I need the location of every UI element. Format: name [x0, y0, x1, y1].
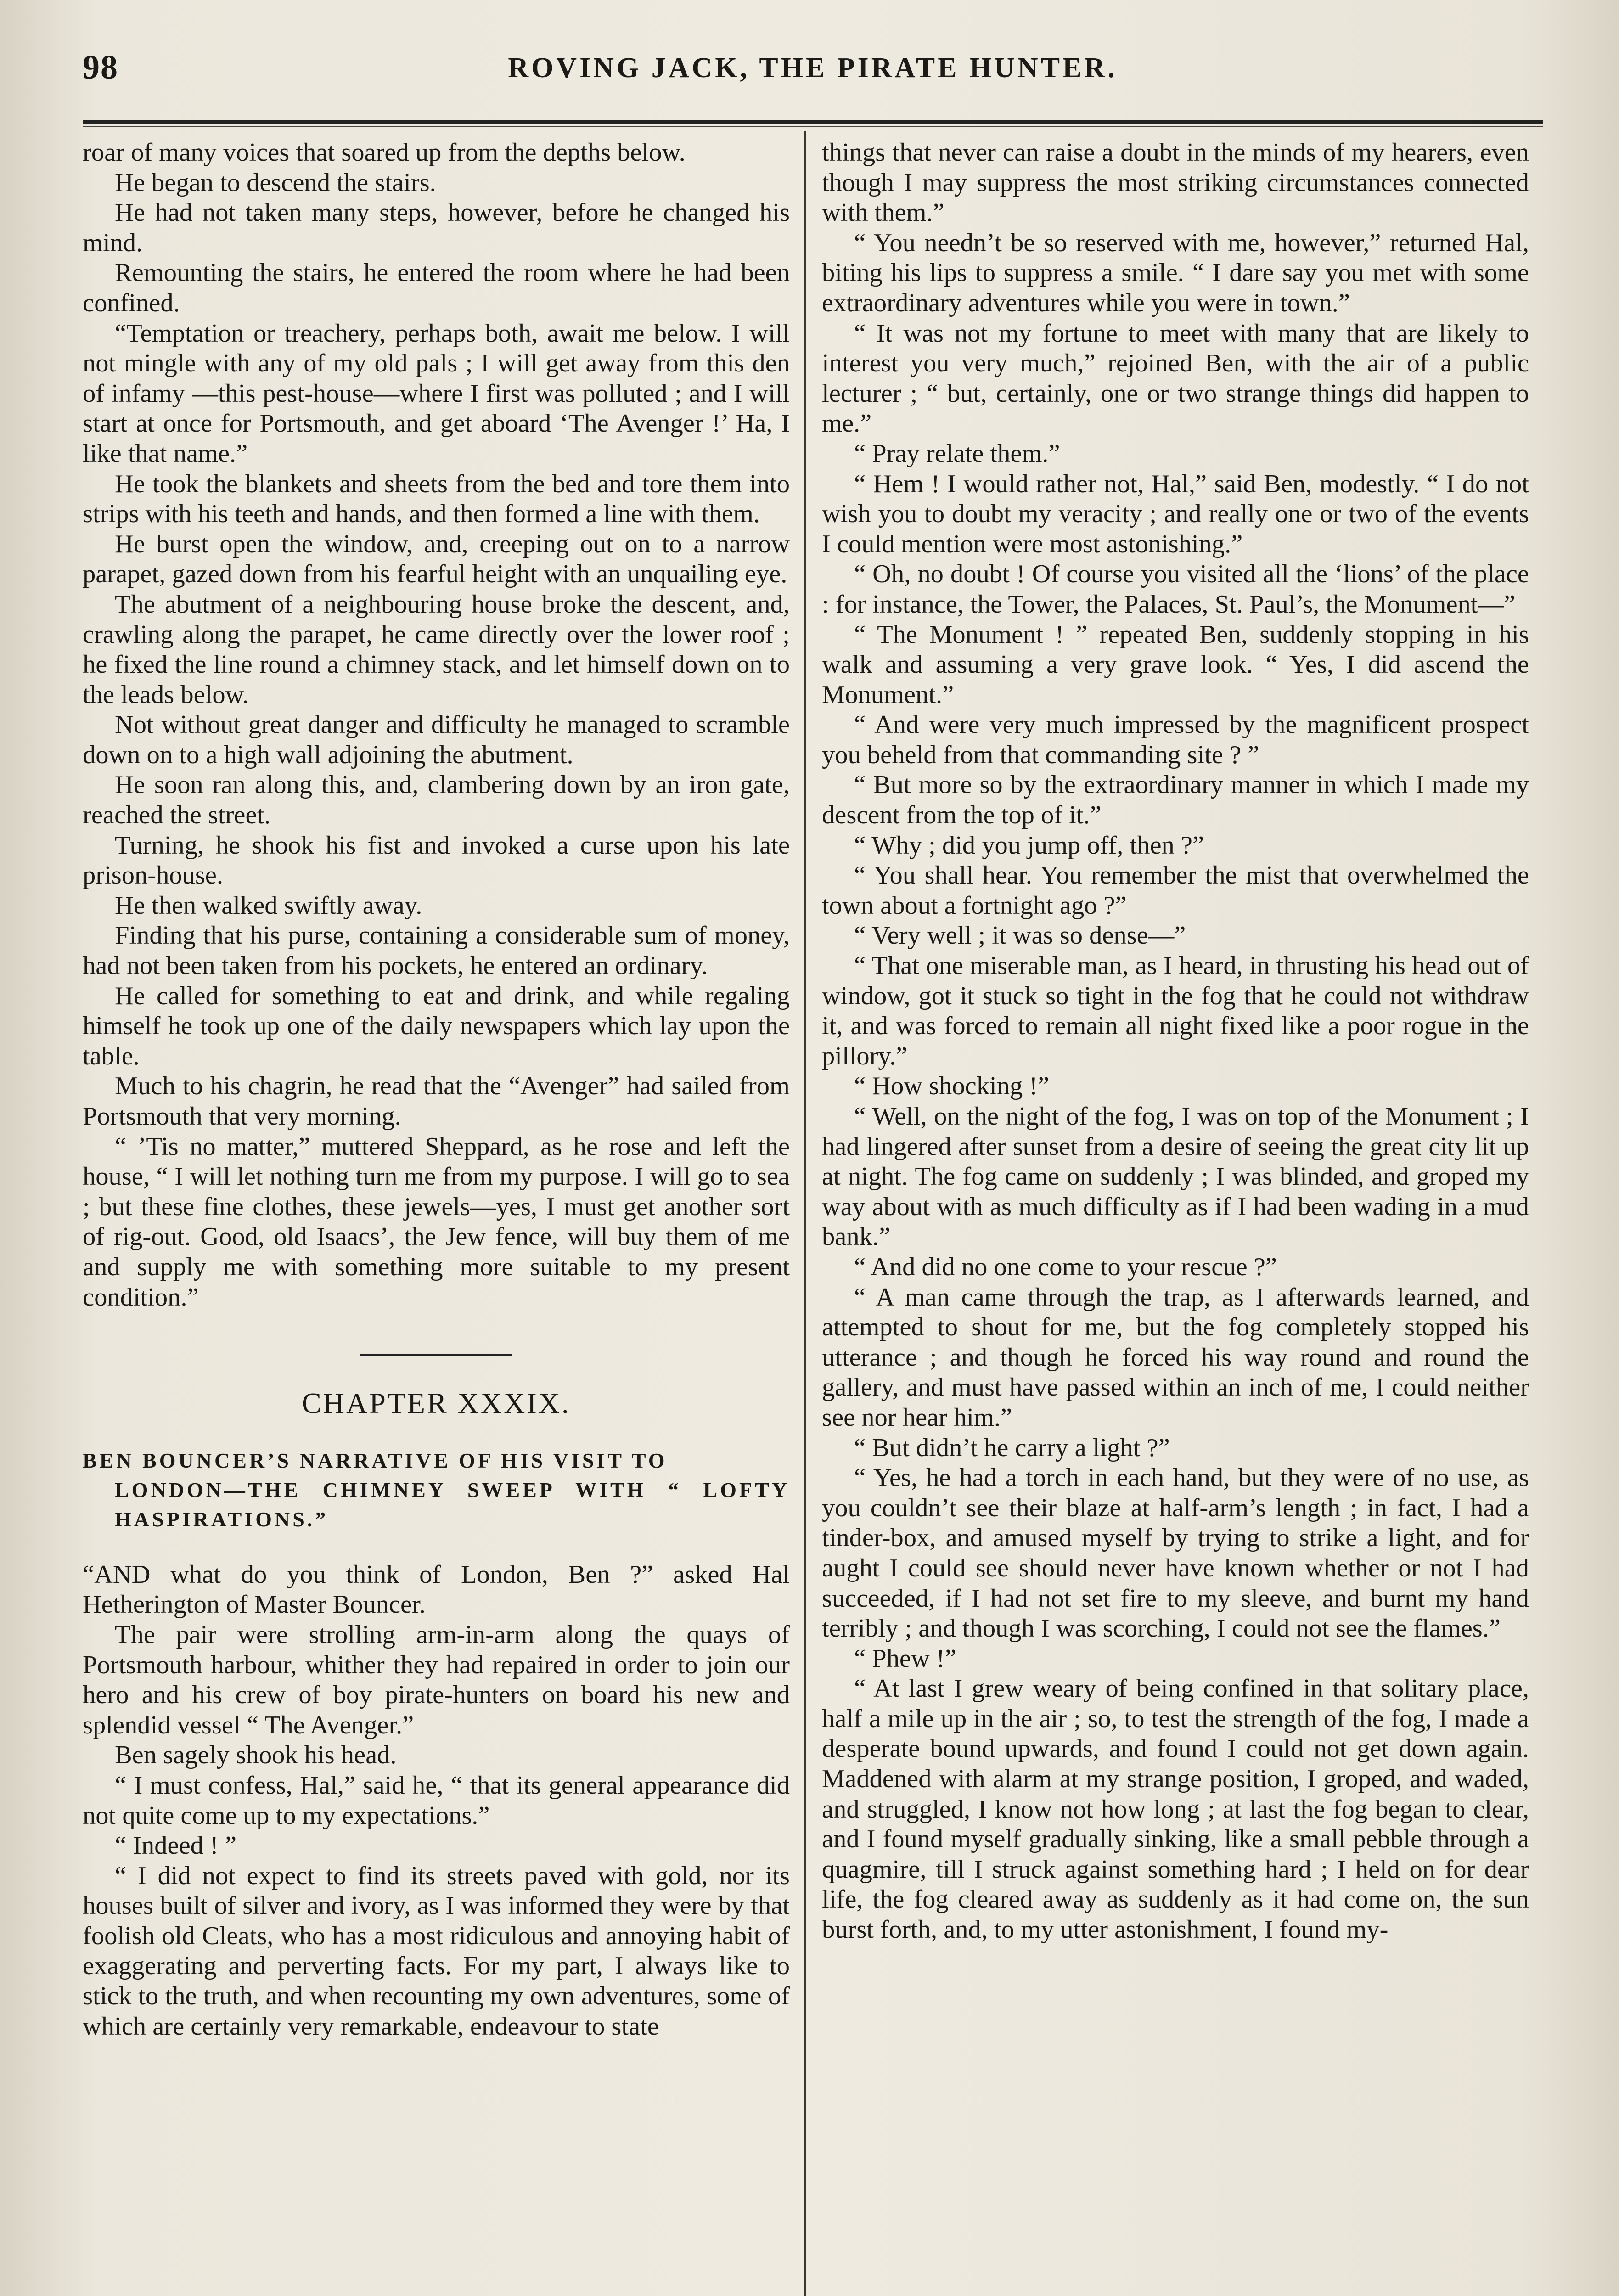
paragraph: “ Hem ! I would rather not, Hal,” said Ben, modestly. “ I do not wish you to doubt my veracity ; and really one or two of the events I could mention were most astonishing.” — [822, 469, 1529, 558]
running-title: ROVING JACK, THE PIRATE HUNTER. — [508, 52, 1118, 84]
paragraph: “ It was not my fortune to meet with many that are likely to interest you very much,” rejoined Ben, with the air of a public lecturer ; “ but, certainly, one or two strange things did happen to me.” — [822, 319, 1529, 438]
paragraph: Ben sagely shook his head. — [115, 1741, 397, 1770]
chapter-summary-line: LONDON—THE CHIMNEY SWEEP WITH “ LOFTY HASPIRATIONS.” — [115, 1478, 790, 1531]
paragraph: “ I did not expect to find its streets paved with gold, nor its houses built of silver and ivory, as I was informed they were by that foolish old Cleats, who has a most ridiculous and annoying habit of exaggerating and perverting facts. For my part, I always like to stick to the truth, and when recounting my own adventures, some of which are certainly very remarkable, endeavour to state — [83, 1861, 790, 2041]
paragraph: “ But didn’t he carry a light ?” — [854, 1433, 1170, 1462]
paragraph: “AND what do you think of London, Ben ?” asked Hal Hetherington of Master Bouncer. — [83, 1560, 790, 1619]
paragraph: He called for something to eat and drink, and while regaling himself he took up one of the daily newspapers which lay upon the table. — [83, 981, 790, 1070]
paragraph: “ That one miserable man, as I heard, in thrusting his head out of window, got it stuck so tight in the fog that he could not withdraw it, and was forced to remain all night fixed like a poor rogue in the pillory.” — [822, 951, 1529, 1070]
paragraph: “ I must confess, Hal,” said he, “ that its general appearance did not quite come up to my expectations.” — [83, 1771, 790, 1830]
paragraph: “ You shall hear. You remember the mist that overwhelmed the town about a fortnight ago ?” — [822, 861, 1529, 920]
paragraph: “ Why ; did you jump off, then ?” — [854, 831, 1204, 860]
paragraph: “ ’Tis no matter,” muttered Sheppard, as he rose and left the house, “ I will let nothing turn me from my purpose. I will go to sea ; but these fine clothes, these jewels—yes, I must get another sort of rig-out. Good, old Isaacs’, the Jew fence, will buy them of me and supply me with something more suitable to my present condition.” — [83, 1132, 790, 1311]
chapter-heading: CHAPTER XXXIX. — [302, 1387, 571, 1420]
paragraph: He began to descend the stairs. — [115, 168, 436, 197]
chapter-summary — [83, 1446, 790, 1534]
paragraph: He burst open the window, and, creeping out on to a narrow parapet, gazed down from his fearful height with an unquailing eye. — [83, 529, 790, 589]
paragraph: He had not taken many steps, however, before he changed his mind. — [83, 198, 790, 257]
paragraph: “ Phew !” — [854, 1644, 956, 1673]
paragraph: “ Yes, he had a torch in each hand, but they were of no use, as you couldn’t see their blaze at half-arm’s length ; in fact, I had a tinder-box, and amused myself by trying to strike a light, and for aught I could see should never have known whether or not I had succeeded, if I had not set fire to my sleeve, and burnt my hand terribly ; and though I was scorching, I could not see the flames.” — [822, 1463, 1529, 1643]
paragraph: Remounting the stairs, he entered the room where he had been confined. — [83, 259, 790, 317]
paragraph: “ A man came through the trap, as I afterwards learned, and attempted to shout for me, but the fog completely stopped his utterance ; and though he forced his way round and round the gallery, and must have passed within an inch of me, I could neither see nor hear him.” — [822, 1283, 1529, 1432]
left-column — [83, 138, 790, 2296]
paragraph: Finding that his purse, containing a considerable sum of money, had not been taken from his pockets, he entered an ordinary. — [83, 921, 790, 980]
column-divider — [804, 131, 806, 2296]
chapter-summary-line: BEN BOUNCER’S NARRATIVE OF HIS VISIT TO — [83, 1448, 668, 1472]
right-column — [822, 138, 1529, 2296]
paragraph: “ Indeed ! ” — [115, 1831, 237, 1860]
paragraph: Turning, he shook his fist and invoked a curse upon his late prison-house. — [83, 831, 790, 890]
paragraph: “ Pray relate them.” — [854, 439, 1060, 468]
paragraph: “ At last I grew weary of being confined in that solitary place, half a mile up in the air ; so, to test the strength of the fog, I made a desperate bound upwards, and found I could not get down again. Maddened with alarm at my strange position, I groped, and waded, and struggled, I know not how long ; at last the fog began to clear, and I found myself gradually sinking, like a small pebble through a quagmire, till I struck against something hard ; I held on for dear life, the fog cleared away as suddenly as it had come on, the sun burst forth, and, to my utter astonishment, I found my- — [822, 1674, 1529, 1944]
paragraph: “ Oh, no doubt ! Of course you visited all the ‘lions’ of the place : for instance, the Tower, the Palaces, St. Paul’s, the Monument—” — [822, 560, 1529, 619]
paragraph: roar of many voices that soared up from the depths below. — [83, 138, 686, 167]
paragraph: “ But more so by the extraordinary manner in which I made my descent from the top of it.” — [822, 771, 1529, 830]
paragraph: “ And did no one come to your rescue ?” — [854, 1252, 1277, 1281]
header-rule — [83, 120, 1543, 127]
paragraph: “ And were very much impressed by the magnificent prospect you beheld from that commanding site ? ” — [822, 710, 1529, 769]
paragraph: “Temptation or treachery, perhaps both, await me below. I will not mingle with any of my old pals ; I will get away from this den of infamy —this pest-house—where I first was polluted ; and I will start at once for Portsmouth, and get aboard ‘The Avenger !’ Ha, I like that name.” — [83, 319, 790, 468]
paragraph: “ Well, on the night of the fog, I was on top of the Monument ; I had lingered after sunset from a desire of seeing the great city lit up at night. The fog came on suddenly ; I was blinded, and groped my way about with as much difficulty as if I had been wading in a mud bank.” — [822, 1102, 1529, 1251]
paragraph: The abutment of a neighbouring house broke the descent, and, crawling along the parapet, he came directly over the lower roof ; he fixed the line round a chimney stack, and let himself down on to the leads below. — [83, 590, 790, 709]
paragraph: Not without great danger and difficulty he managed to scramble down on to a high wall adjoining the abutment. — [83, 710, 790, 769]
paragraph: Much to his chagrin, he read that the “Avenger” had sailed from Portsmouth that very morning. — [83, 1072, 790, 1131]
paragraph: He then walked swiftly away. — [115, 891, 422, 920]
paragraph: He soon ran along this, and, clambering down by an iron gate, reached the street. — [83, 771, 790, 830]
paragraph: The pair were strolling arm-in-arm along the quays of Portsmouth harbour, whither they had repaired in order to join our hero and his crew of boy pirate-hunters on board his new and splendid vessel “ The Avenger.” — [83, 1620, 790, 1739]
paragraph: He took the blankets and sheets from the bed and tore them into strips with his teeth and hands, and then formed a line with them. — [83, 469, 790, 529]
paragraph: “ The Monument ! ” repeated Ben, suddenly stopping in his walk and assuming a very grave look. “ Yes, I did ascend the Monument.” — [822, 620, 1529, 709]
section-divider — [360, 1354, 512, 1356]
paragraph: “ How shocking !” — [854, 1072, 1050, 1101]
paragraph: things that never can raise a doubt in the minds of my hearers, even though I may suppress the most striking circumstances connected with them.” — [822, 138, 1529, 227]
paragraph: “ You needn’t be so reserved with me, however,” returned Hal, biting his lips to suppress a smile. “ I dare say you met with some extraordinary adventures while you were in town.” — [822, 228, 1529, 317]
page-number: 98 — [83, 49, 118, 86]
page-header — [83, 39, 1543, 99]
paragraph: “ Very well ; it was so dense—” — [854, 921, 1186, 950]
